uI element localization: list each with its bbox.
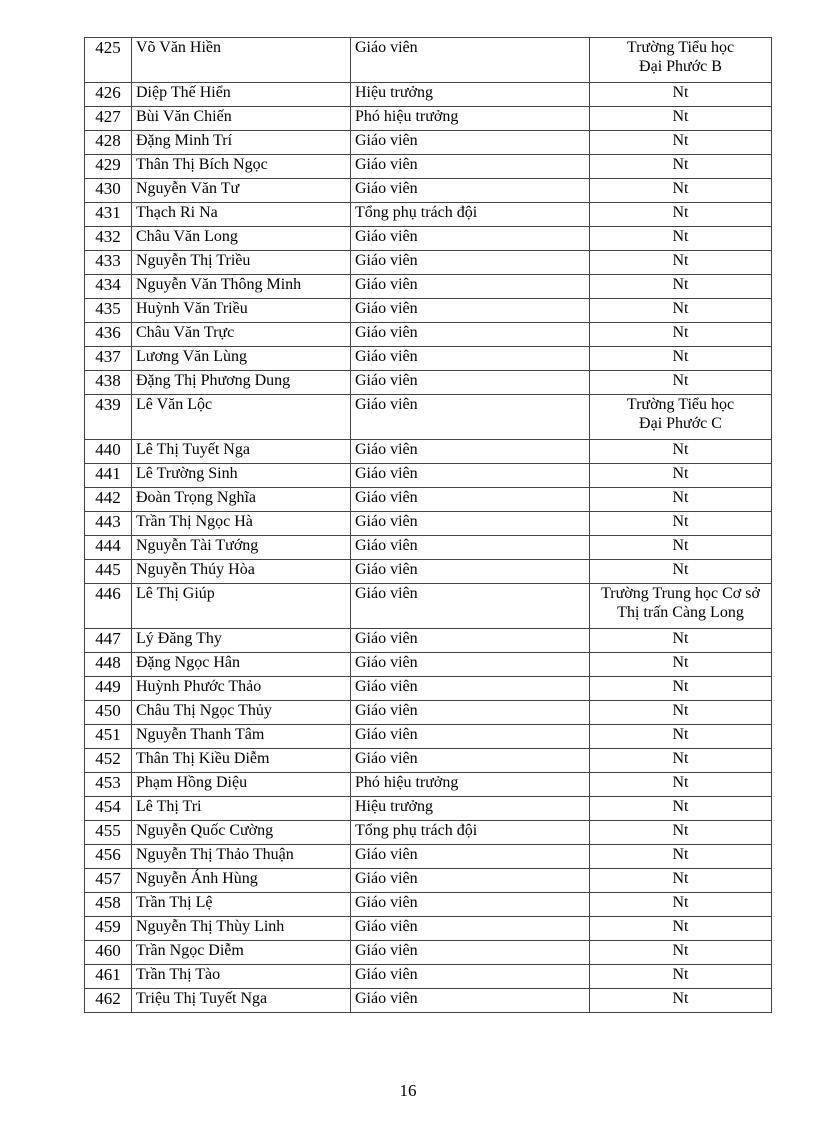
row-number: 438 bbox=[85, 371, 132, 395]
staff-name: Nguyễn Thúy Hòa bbox=[132, 560, 351, 584]
staff-name: Võ Văn Hiền bbox=[132, 38, 351, 83]
staff-unit-line: Nt bbox=[672, 204, 689, 221]
staff-unit bbox=[590, 893, 772, 917]
staff-table-body bbox=[85, 38, 772, 1013]
staff-position: Giáo viên bbox=[351, 629, 590, 653]
staff-position: Giáo viên bbox=[351, 131, 590, 155]
staff-unit-line: Nt bbox=[672, 990, 689, 1007]
staff-name: Nguyễn Quốc Cường bbox=[132, 821, 351, 845]
staff-unit bbox=[590, 371, 772, 395]
staff-position: Giáo viên bbox=[351, 701, 590, 725]
staff-name: Lê Văn Lộc bbox=[132, 395, 351, 440]
table-row bbox=[85, 440, 772, 464]
table-row bbox=[85, 131, 772, 155]
table-row bbox=[85, 869, 772, 893]
staff-unit-line: Nt bbox=[672, 654, 689, 671]
staff-unit-line: Nt bbox=[672, 441, 689, 458]
staff-position: Giáo viên bbox=[351, 464, 590, 488]
staff-unit bbox=[590, 560, 772, 584]
staff-unit bbox=[590, 536, 772, 560]
staff-unit-line: Nt bbox=[672, 513, 689, 530]
row-number: 457 bbox=[85, 869, 132, 893]
staff-name: Trần Thị Tào bbox=[132, 965, 351, 989]
staff-name: Trần Thị Ngọc Hà bbox=[132, 512, 351, 536]
staff-unit bbox=[590, 203, 772, 227]
table-row bbox=[85, 629, 772, 653]
staff-unit bbox=[590, 227, 772, 251]
staff-unit-line: Nt bbox=[672, 300, 689, 317]
staff-unit bbox=[590, 584, 772, 629]
table-row bbox=[85, 677, 772, 701]
staff-position: Hiệu trưởng bbox=[351, 83, 590, 107]
row-number: 459 bbox=[85, 917, 132, 941]
staff-name: Thân Thị Bích Ngọc bbox=[132, 155, 351, 179]
staff-unit bbox=[590, 395, 772, 440]
table-row bbox=[85, 797, 772, 821]
staff-unit-line: Nt bbox=[672, 726, 689, 743]
row-number: 432 bbox=[85, 227, 132, 251]
staff-unit-line: Trường Trung học Cơ sở bbox=[601, 585, 760, 602]
row-number: 426 bbox=[85, 83, 132, 107]
table-row bbox=[85, 893, 772, 917]
staff-unit-line: Nt bbox=[672, 942, 689, 959]
staff-unit bbox=[590, 488, 772, 512]
staff-position: Giáo viên bbox=[351, 677, 590, 701]
staff-position: Giáo viên bbox=[351, 299, 590, 323]
table-row bbox=[85, 347, 772, 371]
staff-unit bbox=[590, 38, 772, 83]
staff-unit bbox=[590, 107, 772, 131]
row-number: 429 bbox=[85, 155, 132, 179]
table-row bbox=[85, 725, 772, 749]
staff-unit-line: Nt bbox=[672, 372, 689, 389]
row-number: 436 bbox=[85, 323, 132, 347]
row-number: 448 bbox=[85, 653, 132, 677]
table-row bbox=[85, 38, 772, 83]
staff-position: Giáo viên bbox=[351, 845, 590, 869]
row-number: 437 bbox=[85, 347, 132, 371]
staff-name: Nguyễn Thị Thảo Thuận bbox=[132, 845, 351, 869]
staff-unit bbox=[590, 629, 772, 653]
staff-unit-line: Nt bbox=[672, 348, 689, 365]
row-number: 430 bbox=[85, 179, 132, 203]
staff-unit bbox=[590, 725, 772, 749]
row-number: 443 bbox=[85, 512, 132, 536]
staff-unit-line: Nt bbox=[672, 84, 689, 101]
staff-unit bbox=[590, 845, 772, 869]
staff-unit-line: Nt bbox=[672, 774, 689, 791]
table-row bbox=[85, 965, 772, 989]
staff-name: Huỳnh Văn Triều bbox=[132, 299, 351, 323]
staff-unit bbox=[590, 821, 772, 845]
staff-name: Thạch Ri Na bbox=[132, 203, 351, 227]
staff-unit-line: Nt bbox=[672, 228, 689, 245]
row-number: 440 bbox=[85, 440, 132, 464]
staff-unit bbox=[590, 464, 772, 488]
staff-unit bbox=[590, 512, 772, 536]
row-number: 431 bbox=[85, 203, 132, 227]
staff-unit-line: Nt bbox=[672, 252, 689, 269]
row-number: 456 bbox=[85, 845, 132, 869]
table-row bbox=[85, 512, 772, 536]
table-row bbox=[85, 155, 772, 179]
row-number: 454 bbox=[85, 797, 132, 821]
staff-position: Giáo viên bbox=[351, 725, 590, 749]
staff-name: Lê Thị Giúp bbox=[132, 584, 351, 629]
row-number: 455 bbox=[85, 821, 132, 845]
staff-unit-line: Nt bbox=[672, 798, 689, 815]
staff-position: Giáo viên bbox=[351, 395, 590, 440]
staff-unit bbox=[590, 701, 772, 725]
table-row bbox=[85, 560, 772, 584]
staff-name: Đoàn Trọng Nghĩa bbox=[132, 488, 351, 512]
row-number: 439 bbox=[85, 395, 132, 440]
staff-unit-line: Thị trấn Càng Long bbox=[617, 604, 744, 621]
staff-name: Lê Thị Tuyết Nga bbox=[132, 440, 351, 464]
staff-name: Nguyễn Thị Thùy Linh bbox=[132, 917, 351, 941]
staff-unit bbox=[590, 131, 772, 155]
staff-position: Giáo viên bbox=[351, 251, 590, 275]
staff-unit-line: Nt bbox=[672, 846, 689, 863]
row-number: 425 bbox=[85, 38, 132, 83]
row-number: 446 bbox=[85, 584, 132, 629]
row-number: 441 bbox=[85, 464, 132, 488]
staff-unit-line: Nt bbox=[672, 180, 689, 197]
table-row bbox=[85, 773, 772, 797]
row-number: 461 bbox=[85, 965, 132, 989]
table-row bbox=[85, 845, 772, 869]
staff-unit bbox=[590, 965, 772, 989]
staff-unit bbox=[590, 440, 772, 464]
staff-name: Phạm Hồng Diệu bbox=[132, 773, 351, 797]
staff-position: Giáo viên bbox=[351, 749, 590, 773]
staff-unit-line: Đại Phước B bbox=[639, 58, 722, 75]
table-row bbox=[85, 395, 772, 440]
staff-unit bbox=[590, 941, 772, 965]
staff-name: Diệp Thế Hiển bbox=[132, 83, 351, 107]
row-number: 451 bbox=[85, 725, 132, 749]
staff-unit-line: Nt bbox=[672, 324, 689, 341]
staff-position: Giáo viên bbox=[351, 941, 590, 965]
staff-unit-line: Nt bbox=[672, 156, 689, 173]
staff-unit-line: Nt bbox=[672, 630, 689, 647]
staff-unit-line: Nt bbox=[672, 702, 689, 719]
row-number: 427 bbox=[85, 107, 132, 131]
row-number: 462 bbox=[85, 989, 132, 1013]
staff-unit bbox=[590, 989, 772, 1013]
staff-position: Giáo viên bbox=[351, 275, 590, 299]
table-row bbox=[85, 536, 772, 560]
staff-unit bbox=[590, 347, 772, 371]
table-row bbox=[85, 275, 772, 299]
table-row bbox=[85, 821, 772, 845]
staff-position: Hiệu trưởng bbox=[351, 797, 590, 821]
table-row bbox=[85, 107, 772, 131]
page-number: 16 bbox=[399, 1081, 417, 1100]
staff-position: Phó hiệu trưởng bbox=[351, 773, 590, 797]
staff-unit bbox=[590, 299, 772, 323]
staff-name: Châu Văn Trực bbox=[132, 323, 351, 347]
table-row bbox=[85, 653, 772, 677]
table-row bbox=[85, 323, 772, 347]
row-number: 458 bbox=[85, 893, 132, 917]
staff-unit-line: Nt bbox=[672, 489, 689, 506]
staff-position: Phó hiệu trưởng bbox=[351, 107, 590, 131]
staff-position: Giáo viên bbox=[351, 989, 590, 1013]
staff-unit-line: Nt bbox=[672, 678, 689, 695]
table-row bbox=[85, 917, 772, 941]
table-row bbox=[85, 227, 772, 251]
staff-unit bbox=[590, 653, 772, 677]
staff-name: Lê Trường Sinh bbox=[132, 464, 351, 488]
row-number: 450 bbox=[85, 701, 132, 725]
staff-name: Lương Văn Lùng bbox=[132, 347, 351, 371]
staff-unit-line: Nt bbox=[672, 276, 689, 293]
staff-name: Nguyễn Tài Tướng bbox=[132, 536, 351, 560]
staff-position: Giáo viên bbox=[351, 965, 590, 989]
table-row bbox=[85, 83, 772, 107]
staff-position: Giáo viên bbox=[351, 323, 590, 347]
table-row bbox=[85, 299, 772, 323]
staff-position: Giáo viên bbox=[351, 179, 590, 203]
staff-unit-line: Nt bbox=[672, 822, 689, 839]
staff-position: Giáo viên bbox=[351, 371, 590, 395]
staff-unit-line: Nt bbox=[672, 918, 689, 935]
table-row bbox=[85, 941, 772, 965]
staff-unit-line: Đại Phước C bbox=[639, 415, 722, 432]
row-number: 449 bbox=[85, 677, 132, 701]
staff-name: Đặng Thị Phương Dung bbox=[132, 371, 351, 395]
staff-position: Giáo viên bbox=[351, 917, 590, 941]
staff-name: Thân Thị Kiều Diễm bbox=[132, 749, 351, 773]
staff-name: Nguyễn Văn Tư bbox=[132, 179, 351, 203]
table-row bbox=[85, 251, 772, 275]
staff-position: Giáo viên bbox=[351, 869, 590, 893]
table-row bbox=[85, 203, 772, 227]
staff-name: Lê Thị Tri bbox=[132, 797, 351, 821]
staff-name: Đặng Ngọc Hân bbox=[132, 653, 351, 677]
staff-unit bbox=[590, 83, 772, 107]
staff-unit bbox=[590, 773, 772, 797]
table-row bbox=[85, 464, 772, 488]
staff-name: Huỳnh Phước Thảo bbox=[132, 677, 351, 701]
staff-unit bbox=[590, 323, 772, 347]
staff-name: Nguyễn Ánh Hùng bbox=[132, 869, 351, 893]
staff-name: Trần Thị Lệ bbox=[132, 893, 351, 917]
row-number: 442 bbox=[85, 488, 132, 512]
row-number: 452 bbox=[85, 749, 132, 773]
row-number: 435 bbox=[85, 299, 132, 323]
staff-position: Giáo viên bbox=[351, 488, 590, 512]
staff-name: Triệu Thị Tuyết Nga bbox=[132, 989, 351, 1013]
staff-name: Nguyễn Thanh Tâm bbox=[132, 725, 351, 749]
staff-position: Tổng phụ trách đội bbox=[351, 203, 590, 227]
staff-position: Giáo viên bbox=[351, 347, 590, 371]
staff-unit bbox=[590, 275, 772, 299]
staff-unit bbox=[590, 749, 772, 773]
staff-name: Bùi Văn Chiến bbox=[132, 107, 351, 131]
table-row bbox=[85, 584, 772, 629]
staff-name: Đặng Minh Trí bbox=[132, 131, 351, 155]
table-row bbox=[85, 701, 772, 725]
row-number: 428 bbox=[85, 131, 132, 155]
staff-position: Tổng phụ trách đội bbox=[351, 821, 590, 845]
staff-unit bbox=[590, 797, 772, 821]
staff-position: Giáo viên bbox=[351, 560, 590, 584]
row-number: 445 bbox=[85, 560, 132, 584]
staff-unit bbox=[590, 869, 772, 893]
row-number: 434 bbox=[85, 275, 132, 299]
table-row bbox=[85, 179, 772, 203]
staff-position: Giáo viên bbox=[351, 584, 590, 629]
staff-unit-line: Trường Tiểu học bbox=[626, 39, 735, 56]
staff-unit-line: Nt bbox=[672, 870, 689, 887]
staff-unit bbox=[590, 251, 772, 275]
staff-unit-line: Nt bbox=[672, 561, 689, 578]
row-number: 447 bbox=[85, 629, 132, 653]
staff-unit-line: Nt bbox=[672, 966, 689, 983]
staff-unit-line: Nt bbox=[672, 894, 689, 911]
staff-unit-line: Nt bbox=[672, 465, 689, 482]
row-number: 460 bbox=[85, 941, 132, 965]
staff-position: Giáo viên bbox=[351, 155, 590, 179]
table-row bbox=[85, 371, 772, 395]
staff-position: Giáo viên bbox=[351, 893, 590, 917]
staff-unit bbox=[590, 155, 772, 179]
staff-position: Giáo viên bbox=[351, 653, 590, 677]
table-row bbox=[85, 989, 772, 1013]
staff-unit bbox=[590, 677, 772, 701]
staff-position: Giáo viên bbox=[351, 536, 590, 560]
staff-position: Giáo viên bbox=[351, 227, 590, 251]
staff-name: Nguyễn Văn Thông Minh bbox=[132, 275, 351, 299]
table-row bbox=[85, 488, 772, 512]
staff-unit bbox=[590, 179, 772, 203]
table-row bbox=[85, 749, 772, 773]
staff-position: Giáo viên bbox=[351, 512, 590, 536]
staff-position: Giáo viên bbox=[351, 38, 590, 83]
staff-unit-line: Nt bbox=[672, 108, 689, 125]
staff-name: Châu Văn Long bbox=[132, 227, 351, 251]
staff-position: Giáo viên bbox=[351, 440, 590, 464]
row-number: 433 bbox=[85, 251, 132, 275]
staff-name: Nguyễn Thị Triều bbox=[132, 251, 351, 275]
staff-unit-line: Nt bbox=[672, 132, 689, 149]
staff-name: Trần Ngọc Diễm bbox=[132, 941, 351, 965]
staff-unit bbox=[590, 917, 772, 941]
staff-unit-line: Nt bbox=[672, 537, 689, 554]
staff-unit-line: Nt bbox=[672, 750, 689, 767]
staff-unit-line: Trường Tiểu học bbox=[626, 396, 735, 413]
row-number: 444 bbox=[85, 536, 132, 560]
row-number: 453 bbox=[85, 773, 132, 797]
staff-table bbox=[84, 37, 772, 1013]
staff-name: Châu Thị Ngọc Thủy bbox=[132, 701, 351, 725]
staff-name: Lý Đăng Thy bbox=[132, 629, 351, 653]
